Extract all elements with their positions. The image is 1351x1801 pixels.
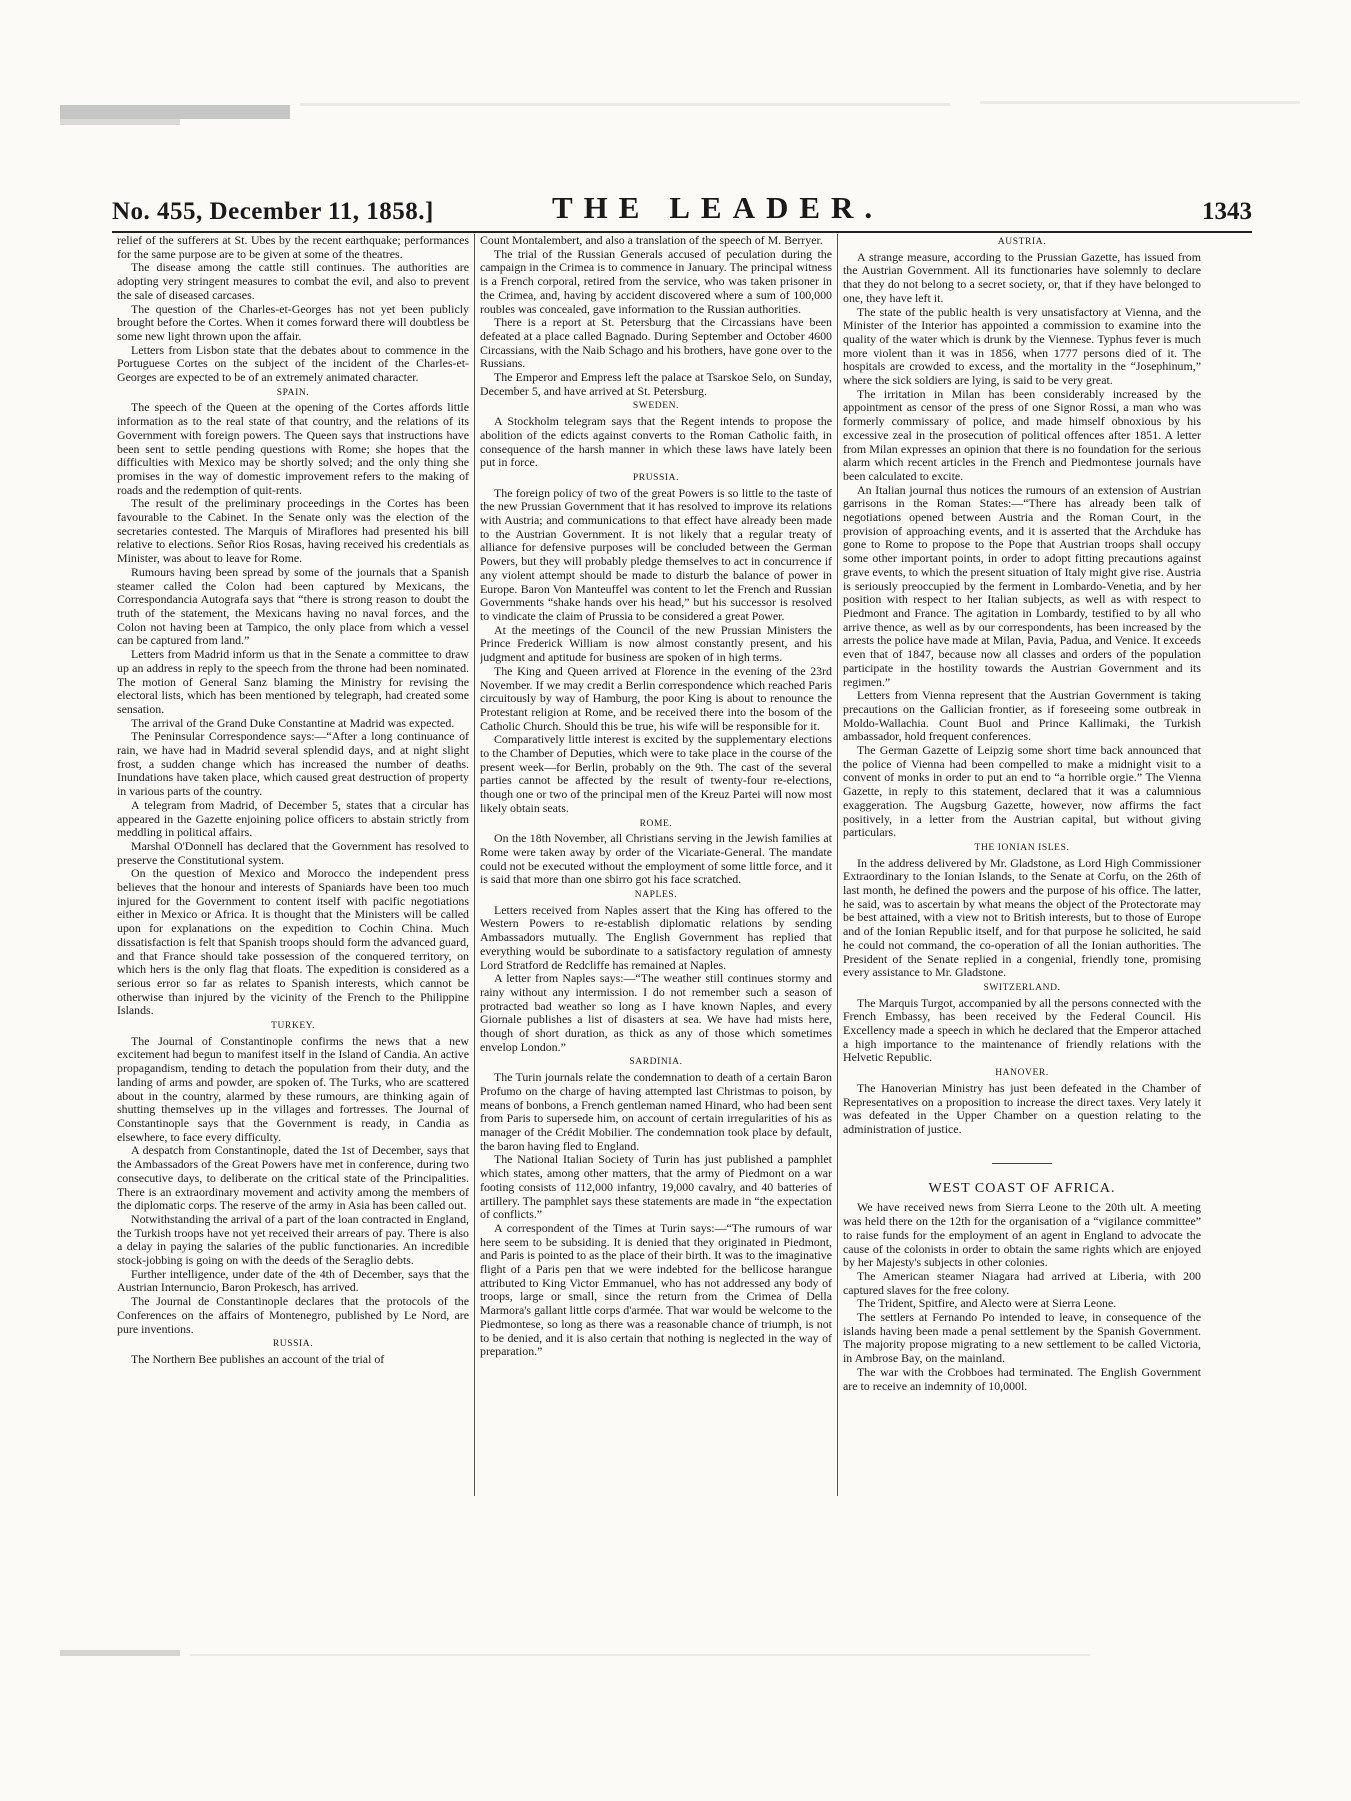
masthead-title: THE LEADER.: [552, 190, 884, 225]
paragraph: The trial of the Russian Generals accused of peculation during the campaign in the Crimea is to commence in January. The principal witness is a French corporal, retired from the service, who was taken prisoner in the Crimea, and, having by accident discovered where a sum of 100,000 roubles was concealed, gave information to the Russian authorities.: [480, 246, 832, 316]
column-divider: [837, 234, 838, 1496]
scan-artifact-bottom: [0, 1640, 1351, 1670]
paragraph: The arrival of the Grand Duke Constantine at Madrid was expected.: [131, 715, 455, 730]
paragraph: The Marquis Turgot, accompanied by all the persons connected with the French Embassy, has been received by the Federal Council. His Excellency made a speech in which he declared that the Emperor attached a high importance to the maintenance of friendly relations with the Helvetic Republic.: [843, 995, 1201, 1065]
paragraph: Comparatively little interest is excited by the supplementary elections to the Chamber of Deputies, which were to take place in the course of the present week—for Berlin, probably on the 9th. The cast of the several parties cannot be affected by the result of twenty-four re-elections, though one or two of the principal men of the Kreuz Partei will now most likely obtain seats.: [480, 732, 832, 815]
column-2: [480, 234, 832, 1496]
paragraph: The speech of the Queen at the opening of the Cortes affords little information as to the real state of that country, and the relations of its Government with foreign powers. The Queen says that instructions have been sent to settle pending questions with Rome; she hopes that the difficulties with Mexico may be shortly solved; and the only thing she promises in the way of domestic improvement refers to the making of roads and the redemption of quit-rents.: [117, 400, 469, 497]
section-heading-russia: RUSSIA.: [272, 1339, 314, 1350]
header-rule: [112, 231, 1252, 233]
paragraph: The Emperor and Empress left the palace at Tsarskoe Selo, on Sunday, December 5, and have arrived at St. Petersburg.: [480, 370, 832, 398]
paragraph: The National Italian Society of Turin has just published a pamphlet which states, among other matters, that the army of Piedmont on a war footing consists of 112,000 infantry, 19,000 cavalry, and 40 batteries of artillery. The pamphlet says these statements are made in “the expectation of conflicts.”: [480, 1152, 832, 1222]
section-heading-hanover: HANOVER.: [995, 1068, 1049, 1079]
section-heading-ionian-isles: THE IONIAN ISLES.: [974, 842, 1070, 853]
paragraph: The King and Queen arrived at Florence in the evening of the 23rd November. If we may credit a Berlin correspondence which reached Paris circuitously by way of Hamburg, the poor King is about to renounce the Protestant religion at Rome, and be received there into the bosom of the Catholic Church. Should this be true, his wife will be responsible for it.: [480, 663, 832, 733]
section-heading-rome: ROME.: [639, 818, 673, 829]
section-heading-spain: SPAIN.: [276, 387, 310, 398]
section-heading-sardinia: SARDINIA.: [629, 1057, 683, 1068]
paragraph: The German Gazette of Leipzig some short time back announced that the police of Vienna had been compelled to make a midnight visit to a convent of monks in order to put an end to “a horrible orgie.” The Vienna Gazette, in reply to this statement, declared that it was a calumnious exaggeration. The Augsburg Gazette, however, now affirms the fact positively, in a letter from the Austrian capital, but without giving particulars.: [843, 743, 1201, 840]
column-3: [843, 234, 1201, 1496]
paragraph: A letter from Naples says:—“The weather still continues stormy and rainy without any intermission. I do not remember such a season of protracted bad weather so long as I have known Naples, and every Giornale publishes a list of disasters at sea. We have had mists here, though of short duration, as thick as any of those which sometimes envelop London.”: [480, 971, 832, 1054]
paragraph: The state of the public health is very unsatisfactory at Vienna, and the Minister of the Interior has appointed a commission to examine into the quality of the water which is drunk by the Viennese. Typhus fever is much more violent than it was in 1856, when 1777 persons died of it. The hospitals are crowded to excess, and the mortality in the “Josephinum,” where the sick soldiers are lying, is said to be very great.: [843, 304, 1201, 388]
section-heading-sweden: SWEDEN.: [632, 401, 680, 412]
paragraph: Rumours having been spread by some of the journals that a Spanish steamer called the Colon had been captured by Mexicans, the Correspondancia Autografa says that “there is strong reason to doubt the truth of the statement, the Mexicans having no naval forces, and the Colon not having been at Tampico, the only place from which a vessel can be captured from land.”: [117, 564, 469, 648]
paragraph: An Italian journal thus notices the rumours of an extension of Austrian garrisons in the Roman States:—“There has already been talk of negotiations opened between Austria and the Roman Court, in the provision of approaching events, and it is asserted that the Archduke has gone to Rome to propose to the Pope that Austrian troops shall occupy some other important points, in order to adopt fitting precautions against grave events, to which the present situation of Italy might give rise. Austria is seriously preoccupied by the ferment in Lombardo-Venetia, and by her position with respect to her Italian subjects, as well as with respect to Piedmont and France. The agitation in Lombardy, testified to by all who arrive thence, as well as by our correspondents, has been increased by the arrests the police have made at Milan, Pavia, Padua, and Venice. It exceeds even that of 1847, because now all classes and orders of the population participate in the hostility towards the Austrian Government and its regimen.”: [843, 482, 1201, 689]
page-header: [112, 190, 1252, 230]
section-heading-naples: NAPLES.: [634, 890, 678, 901]
paragraph: The result of the preliminary proceedings in the Cortes has been favourable to the Cabinet. In the Senate only was the election of the secretaries contested. The Marquis of Miraflores had presented his bill relative to elections. Señor Rios Rosas, having received his credentials as Minister, was about to leave for Rome.: [117, 496, 469, 566]
paragraph: The Hanoverian Ministry has just been defeated in the Chamber of Representatives on a proposition to increase the direct taxes. Very lately it was defeated in the Upper Chamber on a question relating to the administration of justice.: [843, 1080, 1201, 1136]
paragraph: The Trident, Spitfire, and Alecto were at Sierra Leone.: [857, 1296, 1117, 1311]
section-heading-prussia: PRUSSIA.: [632, 472, 680, 483]
paragraph: The war with the Crobboes had terminated. The English Government are to receive an indemnity of 10,000l.: [843, 1364, 1201, 1393]
paragraph: There is a report at St. Petersburg that the Circassians have been defeated at a place called Bagnado. During September and October 4600 Circassians, with the Naib Schago and his brothers, have gone over to the Russians.: [480, 315, 832, 371]
paragraph: Letters from Lisbon state that the debates about to commence in the Portuguese Cortes on the subject of the incident of the Charles-et-Georges are expected to be of an extremely animated character.: [117, 342, 469, 385]
paragraph: The Journal of Constantinople confirms the news that a new excitement had begun to manifest itself in the Island of Candia. An active propagandism, tending to detach the population from their duty, and the landing of arms and powder, are spoken of. The Turks, who are scattered about in the country, alarmed by these rumours, are thinking again of shutting themselves up in the villages and fortresses. The Journal of Constantinople says that the Government is ready, in Candia as elsewhere, to face every difficulty.: [117, 1033, 469, 1144]
paragraph: On the 18th November, all Christians serving in the Jewish families at Rome were taken away by order of the Vicariate-General. The mandate could not be executed without the employment of some little force, and it is said that more than one sbirro got his face scratched.: [480, 831, 832, 887]
paragraph: The American steamer Niagara had arrived at Liberia, with 200 captured slaves for the free colony.: [843, 1268, 1201, 1297]
paragraph: In the address delivered by Mr. Gladstone, as Lord High Commissioner Extraordinary to the Ionian Islands, to the Senate at Corfu, on the 26th of last month, he defined the powers and the purpose of his office. The latter, he said, was to ascertain by what means the object of the Protectorate may be best attained, with a view not to British interests, but to those of Europe and of the Ionian Republic itself, and for that purpose he solicited, he said he could not command, the co-operation of all the Ionian authorities. The President of the Senate replied in a congenial, friendly tone, promising every assistance to Mr. Gladstone.: [843, 855, 1201, 980]
paragraph: The settlers at Fernando Po intended to leave, in consequence of the islands having been made a penal settlement by the Spanish Government. The majority propose migrating to a new settlement to be called Victoria, in Ambrose Bay, on the mainland.: [843, 1310, 1201, 1366]
paragraph: At the meetings of the Council of the new Prussian Ministers the Prince Frederick William is now almost constantly present, and his judgment and aptitude for business are spoken of in high terms.: [480, 622, 832, 665]
paragraph: A strange measure, according to the Prussian Gazette, has issued from the Austrian Government. All its functionaries have solemnly to declare that they do not belong to a secret society, or, that if they have belonged to one, they have left it.: [843, 249, 1201, 305]
paragraph: The irritation in Milan has been considerably increased by the appointment as censor of the press of one Signor Rossi, a man who was formerly commissary of police, and made himself obnoxious by his excessive zeal in the prosecution of political offences after 1851. A letter from Milan expresses an opinion that there is no foundation for the serious alarm which recent articles in the French and Piedmontese journals have been calculated to excite.: [843, 386, 1201, 483]
paragraph: A telegram from Madrid, of December 5, states that a circular has appeared in the Gazette enjoining police officers to abstain strictly from meddling in political affairs.: [117, 797, 469, 840]
paragraph: The disease among the cattle still continues. The authorities are adopting very stringent measures to combat the evil, and also to prevent the sale of diseased carcases.: [117, 260, 469, 302]
page-number: 1343: [1202, 198, 1252, 225]
article-heading-west-coast-of-africa: WEST COAST OF AFRICA.: [843, 1163, 1201, 1196]
scan-artifact-top: [0, 95, 1351, 145]
paragraph: Letters from Madrid inform us that in the Senate a committee to draw up an address in reply to the speech from the throne had been nominated. The motion of General Sanz blaming the Ministry for revising the electoral lists, which has been mentioned by telegraph, had created some sensation.: [117, 647, 469, 716]
paragraph: Notwithstanding the arrival of a part of the loan contracted in England, the Turkish troops have not yet received their arrears of pay. There is also a delay in paying the salaries of the public functionaries. An incredible stock-jobbing is going on with the deeds of the Seraglio debts.: [117, 1211, 469, 1268]
paragraph: The Northern Bee publishes an account of the trial of: [131, 1351, 385, 1366]
issue-date: No. 455, December 11, 1858.]: [112, 198, 434, 225]
paragraph: A despatch from Constantinople, dated the 1st of December, says that the Ambassadors of the Great Powers have met in conference, during two consecutive days, to deliberate on the critical state of the Principalities. There is an extraordinary movement and activity among the members of the diplomatic corps. The reserve of the army in Asia has been called out.: [117, 1143, 469, 1213]
paragraph: A correspondent of the Times at Turin says:—“The rumours of war here seem to be subsiding. It is denied that they originated in Piedmont, and Paris is pointed to as the place of their birth. It was to the imaginative flight of a Paris pen that we were indebted for the bellicose harangue attributed to King Victor Emmanuel, who has not addressed any body of troops, large or small, since the return from the Crimea of Della Marmora's gallant little corps d'armée. That war would be welcome to the Piedmontese, so long as there was a reasonable chance of triumph, is not to be denied, and it is also certain that nothing is neglected in the way of preparation.”: [480, 1220, 832, 1359]
paragraph: The Peninsular Correspondence says:—“After a long continuance of rain, we have had in Madrid several splendid days, and at night slight frost, a sudden change which has increased the number of deaths. Inundations have taken place, which caused great destruction of property in various parts of the country.: [117, 729, 469, 799]
paragraph: We have received news from Sierra Leone to the 20th ult. A meeting was held there on the 12th for the organisation of a “vigilance committee” to raise funds for the employment of an agent in England to advocate the cause of the colonists in order to obtain the same rights which are enjoyed by her Majesty's subjects in other colonies.: [843, 1200, 1201, 1270]
section-heading-switzerland: SWITZERLAND.: [983, 982, 1061, 993]
column-1: [117, 234, 469, 1496]
paragraph: Further intelligence, under date of the 4th of December, says that the Austrian Internuncio, Baron Prokesch, has arrived.: [117, 1266, 469, 1295]
section-heading-turkey: TURKEY.: [271, 1021, 315, 1032]
paragraph: The question of the Charles-et-Georges has not yet been publicly brought before the Cortes. When it comes forward there will doubtless be some new light thrown upon the affair.: [117, 301, 469, 343]
paragraph: The Journal de Constantinople declares that the protocols of the Conferences on the affairs of Montenegro, published by Le Nord, are pure inventions.: [117, 1294, 469, 1336]
paragraph: Count Montalembert, and also a translation of the speech of M. Berryer.: [480, 234, 823, 247]
section-heading-austria: AUSTRIA.: [997, 237, 1047, 247]
paragraph: relief of the sufferers at St. Ubes by the recent earthquake; performances for the same purpose are to be given at some of the theatres.: [117, 234, 469, 261]
paragraph: A Stockholm telegram says that the Regent intends to propose the abolition of the edicts against converts to the Roman Catholic faith, in consequence of the harsh manner in which these laws have lately been put in force.: [480, 414, 832, 470]
paragraph: Marshal O'Donnell has declared that the Government has resolved to preserve the Constitutional system.: [117, 838, 469, 867]
paragraph: Letters received from Naples assert that the King has offered to the Western Powers to re-establish diplomatic relations by sending Ambassadors mutually. The English Government has replied that everything would be subordinate to a satisfactory regulation of amnesty Lord Stratford de Redcliffe has remained at Naples.: [480, 902, 832, 972]
paragraph: On the question of Mexico and Morocco the independent press believes that the honour and interests of Spaniards have been too much injured for the Government to content itself with pacific negotiations either in Mexico or Africa. It is thought that the Ministers will be called upon for explanations on the expedition to Cochin China. Much dissatisfaction is felt that Spanish troops should form the advanced guard, and that France should take possession of the conquered territory, on which hers is the only flag that floats. The expedition is considered as a serious error so far as relates to Spanish interests, which cannot be otherwise than injured by the vicinity of the French to the Philippine Islands.: [117, 866, 469, 1018]
paragraph: Letters from Vienna represent that the Austrian Government is taking precautions on the Gallician frontier, as if foreseeing some outbreak in Moldo-Wallachia. Count Buol and Prince Kallimaki, the Turkish ambassador, hold frequent conferences.: [843, 688, 1201, 744]
paragraph: The Turin journals relate the condemnation to death of a certain Baron Profumo on the charge of having attempted last Christmas to poison, by means of bonbons, a French gentleman named Hinard, who had been sent from Paris to supersede him, on account of certain irregularities of his as manager of the Crédit Mobilier. The condemnation took place by default, the baron having fled to England.: [480, 1070, 832, 1153]
column-divider: [474, 234, 475, 1496]
paragraph: The foreign policy of two of the great Powers is so little to the taste of the new Prussian Government that it has resolved to improve its relations with Austria; and communications to that effect have already been made to the Austrian Government. It is not likely that a regular treaty of alliance for defensive purposes will be concluded between the German Powers, but they will probably pledge themselves to act in concurrence if any violent attempt should be made to disturb the balance of power in Europe. Baron Von Manteuffel was content to let the French and Russian Governments “shake hands over his head,” but his successor is resolved to vindicate the claim of Prussia to be considered a great Power.: [480, 485, 832, 623]
